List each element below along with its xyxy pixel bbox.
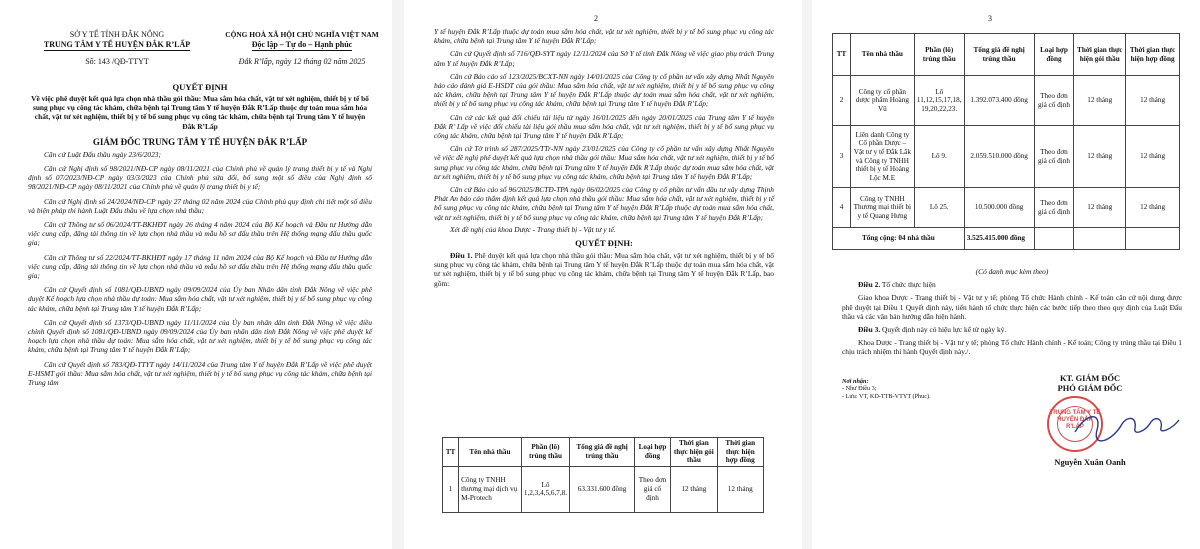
document-page-1 [0, 0, 392, 549]
director-heading: GIÁM ĐỐC TRUNG TÂM Y TẾ HUYỆN ĐẮK R’LẤP [92, 136, 308, 147]
table-header: TT [443, 438, 459, 467]
table-cell: 12 tháng [1126, 126, 1180, 188]
legal-basis: Căn cứ Quyết định số 783/QĐ-TTYT ngày 14/11/2024 của Trung tâm Y tế huyện Đắk R’Lấp về việc phê duyệt E-HSMT gói thầu: Mua sắm hóa chất, vật tư xét nghiệm, thiết bị y tế bổ sung phục vụ công tác khám, chữa bệnh tại Trung tâm [28, 359, 372, 388]
table-header: Loại hợp đồng [634, 438, 670, 467]
article-3: Khoa Dược - Trang thiết bị - Vật tư y tế; phòng Tổ chức Hành chính - Kế toán; Công ty trúng thầu tại Điều 1 chịu trách nhiệm thi hành Quyết định này./. [842, 338, 1182, 357]
table-cell: Theo đơn giá cố định [1034, 76, 1074, 126]
table-cell: 2.059.510.000 đồng [964, 126, 1034, 188]
table-cell: 12 tháng [1126, 188, 1180, 228]
legal-basis: Căn cứ Thông tư số 22/2024/TT-BKHĐT ngày 17 tháng 11 năm 2024 của Bộ Kế hoạch và Đầu tư Hướng dẫn việc cung cấp, đăng tải thông tin về lựa chọn nhà thầu và mẫu hồ sơ đấu thầu trên Hệ thống mạng đấu thầu quốc gia; [28, 252, 372, 281]
recipient: - Lưu: VT, KD-TTB-VTYT (Phuc). [842, 392, 931, 400]
legal-basis: Căn cứ Quyết định số 1373/QĐ-UBND ngày 11/11/2024 của Ủy ban nhân dân tỉnh Đắk Nông về việc điều chỉnh Quyết định số 1081/QĐ-UBND ngày 09/09/2024 của Ủy ban nhân dân tỉnh Đắk Nông về việc phê duyệt kế hoạch lựa chọn nhà thầu dự toán: Mua sắm hóa chất, vật tư xét nghiệm, thiết bị y tế bổ sung phục vụ công tác khám, chữa bệnh tại Trung tâm Y tế huyện Đắk R’Lấp; [28, 317, 372, 355]
table-cell: Công ty TNHH thương mại dịch vụ M-Protech [459, 466, 522, 512]
table-header-row [833, 34, 1180, 76]
republic-block [212, 30, 392, 67]
table-cell: 12 tháng [717, 466, 763, 512]
table-cell: 1 [443, 466, 459, 512]
legal-basis: Xét đề nghị của khoa Dược - Trang thiết bị - Vật tư y tế. [450, 224, 616, 234]
table-header-row [443, 438, 764, 467]
table-total-row [833, 228, 1180, 250]
table-cell: Công ty TNHH Thương mại thiết bị y tế Quang Hưng [850, 188, 914, 228]
issue-date: Đắk R’lấp, ngày 12 tháng 02 năm 2025 [238, 57, 366, 66]
decision-title: QUYẾT ĐỊNH [172, 82, 228, 92]
official-stamp: TRUNG TÂM Y TẾ HUYỆN ĐẮK R'LẤP [1047, 396, 1103, 452]
table-cell: 10.500.000 đồng [964, 188, 1034, 228]
table-header: TT [833, 34, 851, 76]
table-cell: Liên danh Công ty Cổ phần Dược – Vật tư y tế Đắk Lắk và Công ty TNHH thiết bị y tế Hoàng Lộc M.E [850, 126, 914, 188]
legal-basis: Căn cứ các kết quả đối chiếu tài liệu từ ngày 16/01/2025 đến ngày 20/01/2025 của Trung tâm Y tế huyện Đắk R’ Lấp về việc đối chiếu tài liệu gói thầu mua sắm hóa chất, vật tư xét nghiệm, thiết bị y tế bổ sung phục vụ công tác khám, chữa bệnh tại Trung tâm Y tế huyện Đắk R’Lấp; [434, 112, 774, 141]
table-cell: 12 tháng [1074, 188, 1126, 228]
document-page-2 [404, 0, 802, 549]
table-cell: Theo đơn giá cố định [634, 466, 670, 512]
table-header: Loại hợp đồng [1034, 34, 1074, 76]
legal-basis: Căn cứ Quyết định số 1081/QĐ-UBND ngày 09/09/2024 của Ủy ban Nhân dân tỉnh Đắk Nông về việc phê duyệt Kế hoạch lựa chọn nhà thầu dự toán: Mua sắm hóa chất, vật tư xét nghiệm, thiết bị y tế bổ sung phục vụ công tác khám, chữa bệnh tại Trung tâm Y tế huyện Đắk R’Lấp; [28, 285, 372, 313]
table-cell: 12 tháng [1074, 126, 1126, 188]
legal-basis: Y tế huyện Đắk R’Lấp thuộc dự toán mua sắm hóa chất, vật tư xét nghiệm, thiết bị y tế bổ sung phục vụ công tác khám, chữa bệnh tại Trung tâm Y tế huyện Đắk R’Lấp; [434, 27, 774, 46]
legal-basis: Căn cứ Luật Đấu thầu ngày 23/6/2023; [44, 149, 161, 159]
table-header: Tên nhà thầu [459, 438, 522, 467]
table-cell: Lô 25. [914, 188, 964, 228]
article-2-title: Điều 2. Tổ chức thực hiện [858, 280, 936, 290]
table-cell: Lô 1,2,3,4,5,6,7,8. [521, 466, 570, 512]
table-row [443, 466, 764, 512]
table-row [833, 188, 1180, 228]
legal-basis: Căn cứ Báo cáo số 123/2025/BCXT-NN ngày 14/01/2025 của Công ty cổ phần tư vấn xây dựng Nhất Nguyên báo cáo đánh giá E-HSDT của gói thầu: Mua sắm hóa chất, vật tư xét nghiệm, thiết bị y tế bổ sung phục vụ công tác khám, chữa bệnh tại Trung tâm Y tế huyện Đắk R’Lấp thuộc dự toán mua sắm hóa chất, vật tư xét nghiệm, thiết bị y tế bổ sung phục vụ công tác khám, chữa bệnh tại Trung tâm Y tế huyện Đắk R’Lấp; [434, 71, 774, 109]
decision-heading: QUYẾT ĐỊNH: [575, 238, 633, 249]
province-name: SỞ Y TẾ TỈNH ĐẮK NÔNG [69, 30, 165, 39]
table-cell: Lô 9. [914, 126, 964, 188]
table-header: Thời gian thực hiện hợp đồng [717, 438, 763, 467]
table-cell: Công ty cổ phần dược phẩm Hoàng Vũ [850, 76, 914, 126]
table-header: Tên nhà thầu [850, 34, 914, 76]
document-page-3 [812, 0, 1200, 549]
article-3-title: Điều 3. Quyết định này có hiệu lực kể từ ngày ký. [858, 325, 1007, 335]
table-header: Thời gian thực hiện gói thầu [671, 438, 717, 467]
legal-basis: Căn cứ Thông tư số 06/2024/TT-BKHĐT ngày 26 tháng 4 năm 2024 của Bộ Kế hoạch và Đầu tư Hướng dẫn việc cung cấp, đăng tải thông tin về lựa chọn nhà thầu và mẫu hồ sơ đấu thầu trên Hệ thống mạng đấu thầu quốc gia; [28, 220, 372, 248]
table-cell: 1.392.073.400 đồng [964, 76, 1034, 126]
page-number: 2 [594, 14, 598, 23]
recipients-label: Nơi nhận: [842, 378, 869, 385]
table-cell: 4 [833, 188, 851, 228]
page-number: 3 [988, 14, 992, 23]
legal-basis: Căn cứ Báo cáo số 96/2025/BCTĐ-TPA ngày 06/02/2025 của Công ty cổ phần tư vấn đầu tư xây dựng Thịnh Phát An báo cáo thẩm định kết quả lựa chọn nhà thầu gói thầu: Mua sắm hóa chất, vật tư xét nghiệm, thiết bị y tế bổ sung phục vụ công tác khám, chữa bệnh tại Trung tâm Y tế huyện Đắk R’Lấp thuộc dự toán mua sắm hóa chất, vật tư xét nghiệm, thiết bị y tế bổ sung phục vụ công tác khám, chữa bệnh tại Trung tâm Y tế huyện Đắk R’Lấp; [434, 185, 774, 222]
table-cell: 12 tháng [1074, 76, 1126, 126]
sign-title-2: PHÓ GIÁM ĐỐC [1057, 384, 1123, 393]
signature-block [1000, 374, 1180, 394]
signer-name: Nguyễn Xuân Oanh [1054, 458, 1126, 467]
table-cell: 12 tháng [671, 466, 717, 512]
decision-subject: Về việc phê duyệt kết quả lựa chọn nhà thầu gói thầu: Mua sắm hóa chất, vật tư xét nghiệm, thiết bị y tế bổ sung phục vụ công tác khám, chữa bệnh tại Trung tâm Y tế huyện Đắk R’Lấp thuộc dự toán mua sắm hóa chất, vật tư xét nghiệm, thiết bị y tế bổ sung phục vụ công tác khám, chữa bệnh tại Trung tâm Y tế huyện Đắk R’Lấp [31, 94, 369, 131]
annex-note: (Có danh mục kèm theo) [975, 267, 1049, 276]
table-cell: Lô 11,12,15,17,18, 19,20,22,23. [914, 76, 964, 126]
table-header: Thời gian thực hiện gói thầu [1074, 34, 1126, 76]
center-name: TRUNG TÂM Y TẾ HUYỆN ĐẮK R’LẤP [43, 40, 191, 49]
table-header: Phần (lô) trúng thầu [521, 438, 570, 467]
article-1: Điều 1. Phê duyệt kết quả lựa chọn nhà thầu gói thầu: Mua sắm hóa chất, vật tư xét nghiệm, thiết bị y tế bổ sung phục vụ công tác khám, chữa bệnh tại Trung tâm Y tế huyện Đắk R’Lấp thuộc dự toán mua sắm hóa chất, vật tư xét nghiệm, thiết bị y tế bổ sung phục vụ công tác khám, chữa bệnh tại Trung tâm Y tế huyện Đắk R’Lấp, bao gồm: [434, 251, 774, 288]
recipients [842, 378, 992, 400]
table-cell: 12 tháng [1126, 76, 1180, 126]
recipient: - Như Điều 3; [842, 385, 877, 393]
table-header: Tổng giá đề nghị trúng thầu [570, 438, 635, 467]
total-value: 3.525.415.000 đồng [964, 228, 1034, 250]
legal-basis: Căn cứ Tờ trình số 287/2025/TTr-NN ngày 23/01/2025 của Công ty cổ phần tư vấn xây dựng Nhất Nguyên về việc đề nghị phê duyệt kết quả lựa chọn nhà thầu gói thầu: Mua sắm hóa chất, vật tư xét nghiệm, thiết bị y tế bổ sung phục vụ công tác khám, chữa bệnh tại Trung tâm Y tế huyện Đắk R’Lấp thuộc dự toán mua sắm hóa chất, vật tư xét nghiệm, thiết bị y tế bổ sung phục vụ công tác khám, chữa bệnh tại Trung tâm Y tế huyện Đắk R’Lấp; [434, 144, 774, 181]
contractor-table [832, 33, 1180, 250]
table-row [833, 126, 1180, 188]
contractor-table [442, 437, 764, 513]
signature-scribble [1067, 402, 1187, 452]
table-header: Tổng giá đề nghị trúng thầu [964, 34, 1034, 76]
total-label: Tổng cộng: 04 nhà thầu [833, 228, 965, 250]
motto: Độc lập – Tự do – Hạnh phúc [251, 40, 353, 49]
legal-basis: Căn cứ Nghị định số 98/2021/NĐ-CP ngày 08/11/2021 của Chính phủ về quản lý trang thiết bị y tế và Nghị định số 07/2023/NĐ-CP ngày 03/3/2023 của Chính phủ sửa đổi, bổ sung một số điều của Nghị định số 98/2021/NĐ-CP ngày 08/11/2021 của Chính phủ về quản lý trang thiết bị y tế; [28, 164, 372, 192]
table-cell: 2 [833, 76, 851, 126]
legal-basis: Căn cứ Quyết định số 716/QĐ-SYT ngày 12/11/2024 của Sở Y tế tỉnh Đắk Nông về việc giao phụ trách Trung tâm Y tế huyện Đắk R’Lấp; [434, 49, 774, 68]
legal-bases [28, 150, 372, 387]
article-2: Giao khoa Dược - Trang thiết bị - Vật tư y tế; phòng Tổ chức Hành chính - Kế toán căn cứ nội dung được phê duyệt tại Điều 1 Quyết định này, tiến hành tổ chức thực hiện các bước tiếp theo theo quy định của Luật Đấu thầu và các văn bản hướng dẫn hiện hành. [842, 293, 1182, 321]
table-cell: Theo đơn giá cố định [1034, 188, 1074, 228]
table-cell: 3 [833, 126, 851, 188]
table-header: Phần (lô) trúng thầu [914, 34, 964, 76]
issuer-block [22, 30, 212, 67]
decision-number: Số: 143 /QĐ-TTYT [85, 57, 149, 66]
table-cell: Theo đơn giá cố định [1034, 126, 1074, 188]
legal-basis: Căn cứ Nghị định số 24/2024/NĐ-CP ngày 27 tháng 02 năm 2024 của Chính phủ quy định chi tiết một số điều và biện pháp thi hành Luật Đấu thầu về lựa chọn nhà thầu; [28, 196, 372, 215]
republic-name: CỘNG HOÀ XÃ HỘI CHỦ NGHĨA VIỆT NAM [225, 30, 379, 39]
table-cell: 63.331.600 đồng [570, 466, 635, 512]
sign-title-1: KT. GIÁM ĐỐC [1059, 374, 1121, 383]
table-header: Thời gian thực hiện hợp đồng [1126, 34, 1180, 76]
table-row [833, 76, 1180, 126]
